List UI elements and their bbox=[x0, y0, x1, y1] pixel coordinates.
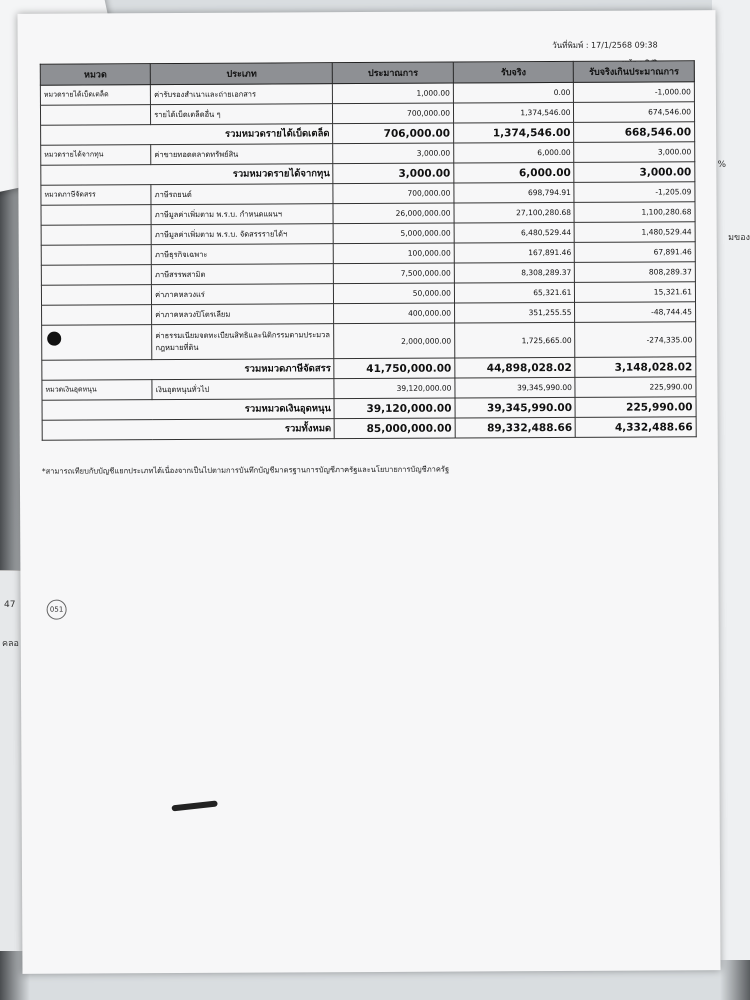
report-page bbox=[17, 10, 720, 974]
cell-actual: 0.00 bbox=[453, 82, 574, 103]
cell-type: ค่าภาคหลวงแร่ bbox=[152, 284, 334, 305]
cell-type: ภาษีสรรพสามิต bbox=[151, 264, 333, 285]
cell-budget: 39,120,000.00 bbox=[334, 398, 455, 419]
cell-actual: 698,794.91 bbox=[454, 182, 575, 203]
cell-actual: 1,374,546.00 bbox=[454, 122, 575, 143]
punch-hole bbox=[47, 332, 61, 346]
cell-actual: 6,480,529.44 bbox=[454, 222, 575, 243]
table-row bbox=[42, 322, 696, 360]
subtotal-label: รวมหมวดเงินอุดหนุน bbox=[42, 399, 335, 421]
cell-diff: 3,000.00 bbox=[574, 142, 695, 163]
cell-type: รายได้เบ็ดเตล็ดอื่น ๆ bbox=[151, 104, 333, 125]
cell-actual: 351,255.55 bbox=[454, 302, 575, 323]
cell-diff: 67,891.46 bbox=[575, 242, 696, 263]
cell-type: ค่ารับรองสำเนาและถ่ายเอกสาร bbox=[151, 84, 333, 105]
cell-category bbox=[41, 285, 151, 306]
cell-category bbox=[41, 265, 151, 286]
cell-budget: 1,000.00 bbox=[333, 83, 454, 104]
cell-diff: 225,990.00 bbox=[575, 377, 696, 398]
cell-budget: 39,120,000.00 bbox=[334, 378, 455, 399]
cell-budget: 50,000.00 bbox=[334, 283, 455, 304]
ink-mark bbox=[171, 800, 217, 811]
cell-diff: 674,546.00 bbox=[574, 102, 695, 123]
cell-diff: 3,148,028.02 bbox=[575, 357, 696, 378]
cell-type: ค่าขายทอดตลาดทรัพย์สิน bbox=[151, 144, 333, 165]
cell-diff: 1,480,529.44 bbox=[575, 222, 696, 243]
cell-budget: 85,000,000.00 bbox=[335, 418, 456, 439]
cell-category: หมวดรายได้เบ็ดเตล็ด bbox=[40, 85, 150, 106]
cell-diff: -48,744.45 bbox=[575, 302, 696, 323]
cell-budget: 706,000.00 bbox=[333, 123, 454, 144]
cell-type: ค่าภาคหลวงปิโตรเลียม bbox=[152, 304, 334, 325]
cell-diff: 1,100,280.68 bbox=[574, 202, 695, 223]
footnote: *สามารถเทียบกับบัญชีแยกประเภทได้เนื่องจากเป็นไปตามการบันทึกบัญชีมาตรฐานการบัญชีภาครัฐและนโยบายการบัญชีภาครัฐ bbox=[41, 464, 450, 476]
cell-diff: 668,546.00 bbox=[574, 122, 695, 143]
cell-budget: 26,000,000.00 bbox=[333, 203, 454, 224]
cell-diff: -1,205.09 bbox=[574, 182, 695, 203]
cell-actual: 8,308,289.37 bbox=[454, 262, 575, 283]
subtotal-label: รวมหมวดรายได้จากทุน bbox=[41, 164, 334, 186]
cell-category bbox=[41, 245, 151, 266]
cell-actual: 1,374,546.00 bbox=[453, 102, 574, 123]
stamp-number: 051 bbox=[47, 600, 67, 620]
cell-budget: 41,750,000.00 bbox=[334, 358, 455, 379]
cell-budget: 700,000.00 bbox=[333, 103, 454, 124]
cell-actual: 27,100,280.68 bbox=[454, 202, 575, 223]
header-diff: รับจริงเกินประมาณการ bbox=[574, 61, 695, 83]
header-actual: รับจริง bbox=[453, 61, 574, 83]
cell-budget: 400,000.00 bbox=[334, 303, 455, 324]
cell-category bbox=[41, 225, 151, 246]
cell-category: หมวดภาษีจัดสรร bbox=[41, 185, 151, 206]
cell-budget: 7,500,000.00 bbox=[334, 263, 455, 284]
side-percent: % bbox=[717, 160, 726, 170]
header-budget: ประมาณการ bbox=[333, 62, 454, 84]
header-type: ประเภท bbox=[150, 63, 332, 85]
cell-category bbox=[40, 105, 150, 126]
cell-actual: 167,891.46 bbox=[454, 242, 575, 263]
cell-diff: -274,335.00 bbox=[575, 322, 696, 358]
subtotal-label: รวมทั้งหมด bbox=[42, 419, 335, 441]
cell-budget: 100,000.00 bbox=[334, 243, 455, 264]
cell-diff: 808,289.37 bbox=[575, 262, 696, 283]
revenue-table bbox=[40, 60, 697, 440]
cell-actual: 1,725,665.00 bbox=[455, 322, 576, 358]
cell-type: ค่าธรรมเนียมจดทะเบียนสิทธิและนิติกรรมตามประมวลกฎหมายที่ดิน bbox=[152, 324, 334, 360]
print-date: วันที่พิมพ์ : 17/1/2568 09:38 bbox=[552, 40, 658, 51]
cell-actual: 6,000.00 bbox=[454, 142, 575, 163]
cell-category bbox=[42, 305, 152, 326]
cell-budget: 2,000,000.00 bbox=[334, 323, 455, 359]
cell-actual: 65,321.61 bbox=[454, 282, 575, 303]
side-label: คลอ bbox=[2, 639, 19, 649]
cell-diff: 225,990.00 bbox=[575, 397, 696, 418]
cell-diff: 15,321.61 bbox=[575, 282, 696, 303]
cell-type: ภาษีรถยนต์ bbox=[151, 184, 333, 205]
cell-budget: 3,000.00 bbox=[333, 143, 454, 164]
cell-category bbox=[41, 205, 151, 226]
cell-budget: 700,000.00 bbox=[333, 183, 454, 204]
header-category: หมวด bbox=[40, 64, 150, 86]
side-number: 47 bbox=[4, 600, 16, 610]
cell-type: ภาษีมูลค่าเพิ่มตาม พ.ร.บ. กำหนดแผนฯ bbox=[151, 204, 333, 225]
cell-category: หมวดรายได้จากทุน bbox=[41, 145, 151, 166]
cell-category: หมวดเงินอุดหนุน bbox=[42, 380, 152, 401]
subtotal-label: รวมหมวดรายได้เบ็ดเตล็ด bbox=[41, 124, 334, 146]
subtotal-label: รวมหมวดภาษีจัดสรร bbox=[42, 359, 335, 381]
cell-budget: 3,000.00 bbox=[333, 163, 454, 184]
cell-actual: 89,332,488.66 bbox=[455, 417, 576, 438]
cell-type: ภาษีมูลค่าเพิ่มตาม พ.ร.บ. จัดสรรรายได้ฯ bbox=[151, 224, 333, 245]
cell-actual: 6,000.00 bbox=[454, 162, 575, 183]
subtotal-row bbox=[42, 417, 696, 440]
table-body bbox=[40, 82, 696, 440]
cell-type: ภาษีธุรกิจเฉพาะ bbox=[151, 244, 333, 265]
cell-type: เงินอุดหนุนทั่วไป bbox=[152, 379, 334, 400]
cell-actual: 44,898,028.02 bbox=[455, 357, 576, 378]
cell-diff: 3,000.00 bbox=[574, 162, 695, 183]
cell-diff: -1,000.00 bbox=[574, 82, 695, 103]
cell-diff: 4,332,488.66 bbox=[576, 417, 697, 438]
cell-actual: 39,345,990.00 bbox=[455, 397, 576, 418]
cell-actual: 39,345,990.00 bbox=[455, 377, 576, 398]
side-snippet: มของ bbox=[728, 233, 750, 243]
cell-budget: 5,000,000.00 bbox=[334, 223, 455, 244]
